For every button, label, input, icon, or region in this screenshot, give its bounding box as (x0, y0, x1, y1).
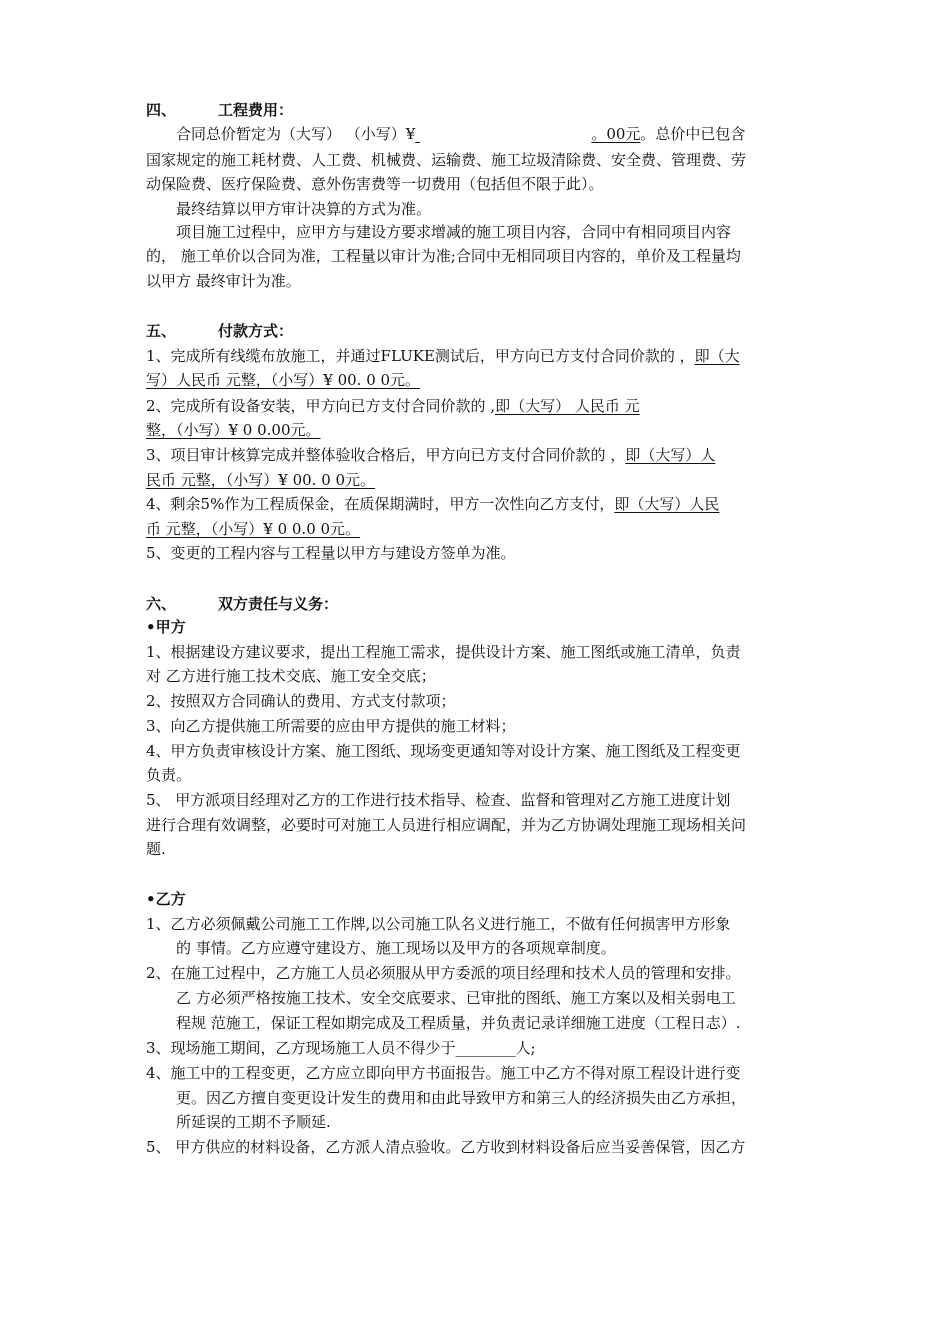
text-span: 4、剩余5%作为工程质保金，在质保期满时，甲方一次性向乙方支付， (146, 495, 615, 513)
section-title: 付款方式： (218, 322, 294, 340)
blank-underline (415, 124, 591, 144)
amount-text: 即（大写） 人民币 元 (495, 397, 640, 415)
payment-item-3 (146, 445, 715, 465)
text-span: 1、完成所有线缆布放施工，并通过FLUKE测试后，甲方向已方支付合同价款的 ， (146, 347, 695, 365)
text-span: 2、完成所有设备安装，甲方向已方支付合同价款的 , (146, 397, 496, 415)
section-6-heading (146, 594, 338, 614)
duty-item: 的 事情。乙方应遵守建设方、施工现场以及甲方的各项规章制度。 (176, 939, 616, 957)
duty-item: 乙 方必须严格按施工技术、安全交底要求、已审批的图纸、施工方案以及相关弱电工 (176, 989, 736, 1007)
duty-item: 所延误的工期不予顺延. (176, 1113, 331, 1131)
paragraph-line: 国家规定的施工耗材费、人工费、机械费、运输费、施工垃圾清除费、安全费、管理费、劳 (146, 151, 747, 169)
payment-item-5: 5、变更的工程内容与工程量以甲方与建设方签单为准。 (146, 544, 516, 562)
text-span: 3、项目审计核算完成并整体验收合格后，甲方向已方支付合同价款的 ， (146, 446, 626, 464)
duty-item: 1、乙方必须佩戴公司施工工作牌,以公司施工队名义进行施工，不做有任何损害甲方形象 (146, 915, 731, 933)
amount-text: 即（大写）人民 (614, 495, 720, 513)
party-a-heading: •甲方 (146, 618, 186, 636)
duty-item: 对 乙方进行施工技术交底、施工安全交底； (146, 667, 436, 685)
duty-item: 4、施工中的工程变更，乙方应立即向甲方书面报告。施工中乙方不得对原工程设计进行变 (146, 1064, 741, 1082)
duty-item: 5、 甲方供应的材料设备，乙方派人清点验收。乙方收到材料设备后应当妥善保管，因乙方 (146, 1138, 746, 1156)
text-span: 合同总价暂定为（大写） （小写）¥ (176, 125, 416, 143)
duty-item: 1、根据建设方建议要求，提出工程施工需求，提供设计方案、施工图纸或施工清单，负责 (146, 643, 741, 661)
paragraph-line: 项目施工过程中，应甲方与建设方要求增减的施工项目内容，合同中有相同项目内容 (176, 223, 732, 241)
duty-item: 负责。 (146, 766, 192, 784)
section-number: 六、 (146, 595, 177, 613)
duty-item: 2、在施工过程中，乙方施工人员必须服从甲方委派的项目经理和技术人员的管理和安排。 (146, 964, 741, 982)
duty-item: 4、甲方负责审核设计方案、施工图纸、现场变更通知等对设计方案、施工图纸及工程变更 (146, 742, 741, 760)
section-5-heading (146, 321, 293, 341)
section-title: 工程费用： (218, 101, 294, 119)
duty-item: 更。因乙方擅自变更设计发生的费用和由此导致甲方和第三人的经济损失由乙方承担， (176, 1089, 747, 1107)
duty-item: 进行合理有效调整，必要时可对施工人员进行相应调配，并为乙方协调处理施工现场相关问 (146, 816, 747, 834)
amount-text: 即（大写）人 (625, 446, 716, 464)
paragraph-line: 以甲方 最终审计为准。 (146, 272, 301, 290)
party-b-heading: •乙方 (146, 890, 186, 908)
duty-item: 5、 甲方派项目经理对乙方的工作进行技术指导、检查、监督和管理对乙方施工进度计划 (146, 791, 731, 809)
amount-text: 即（大 (694, 347, 740, 365)
section-number: 五、 (146, 322, 177, 340)
payment-item-1 (146, 346, 740, 366)
payment-item-4 (146, 494, 719, 514)
duty-item: 2、按照双方合同确认的费用、方式支付款项； (146, 692, 456, 710)
amount-text: 。00元 (591, 125, 641, 143)
text-span: 。总价中已包含 (640, 125, 746, 143)
duty-item: 3、向乙方提供施工所需要的应由甲方提供的施工材料； (146, 717, 516, 735)
amount-text: 整，（小写）¥ 0 0.00元。 (146, 421, 321, 439)
payment-item-2 (146, 396, 640, 416)
section-number: 四、 (146, 101, 177, 119)
amount-text: 民币 元整，（小写）¥ 00. 0 0元。 (146, 471, 376, 489)
paragraph-line: 动保险费、医疗保险费、意外伤害费等一切费用（包括但不限于此）。 (146, 175, 604, 193)
duty-item: 程规 范施工，保证工程如期完成及工程质量，并负责记录详细施工进度（工程日志）. (176, 1014, 741, 1032)
section-title: 双方责任与义务： (218, 595, 339, 613)
duty-item: 3、现场施工期间，乙方现场施工人员不得少于________人; (146, 1039, 536, 1057)
section-4-heading (146, 100, 293, 120)
duty-item: 题. (146, 840, 166, 858)
amount-text: 币 元整，（小写）¥ 0 0.0 0元。 (146, 520, 361, 538)
paragraph-line (176, 124, 745, 144)
paragraph-line: 最终结算以甲方审计决算的方式为准。 (176, 200, 432, 218)
paragraph-line: 的， 施工单价以合同为准，工程量以审计为准;合同中无相同项目内容的，单价及工程量均 (146, 247, 741, 265)
amount-text: 写）人民币 元整，（小写）¥ 00. 0 0元。 (146, 371, 421, 389)
